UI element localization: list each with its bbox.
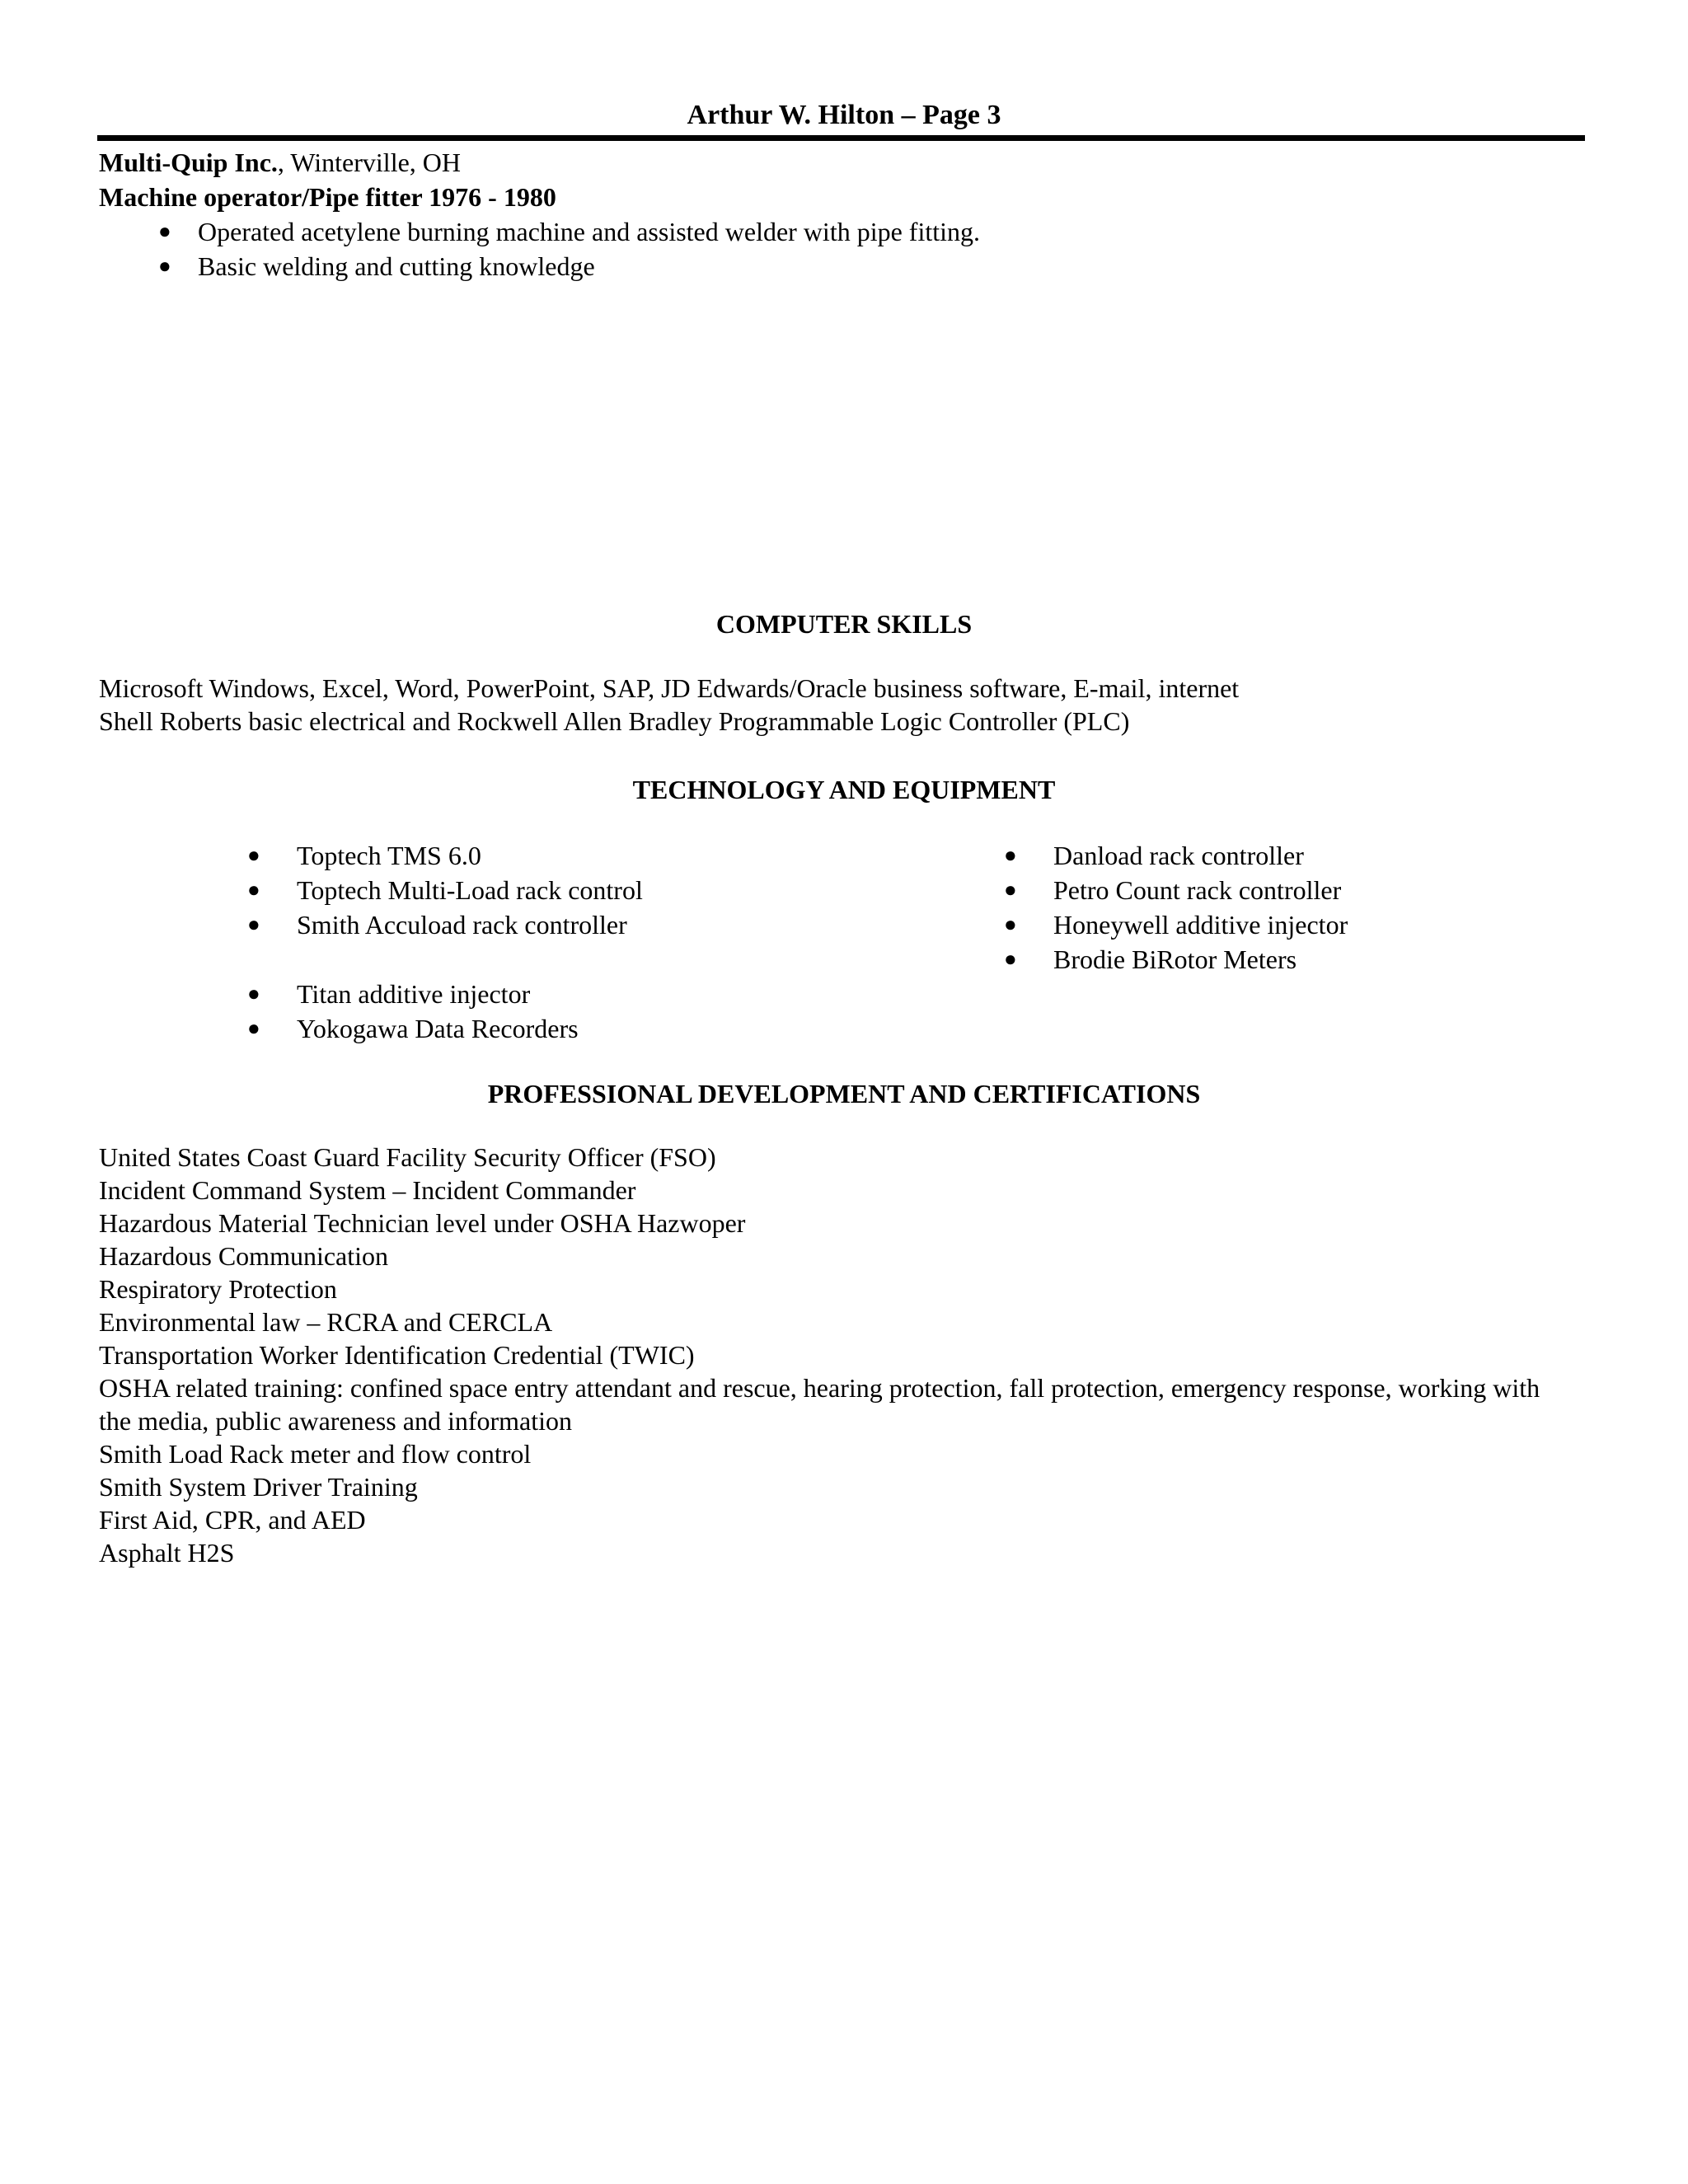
list-item bbox=[1004, 907, 1581, 942]
certification-item: Smith System Driver Training bbox=[99, 1472, 418, 1502]
employer-location: , Winterville, OH bbox=[277, 148, 461, 177]
technology-item: Toptech Multi-Load rack control bbox=[297, 875, 643, 905]
list-item bbox=[99, 214, 1582, 249]
technology-left-list bbox=[247, 838, 907, 942]
technology-heading: TECHNOLOGY AND EQUIPMENT bbox=[632, 775, 1056, 804]
list-item bbox=[99, 249, 1582, 284]
technology-item: Honeywell additive injector bbox=[1053, 910, 1348, 940]
certification-item: Respiratory Protection bbox=[99, 1274, 337, 1304]
bullet-icon: ● bbox=[247, 912, 260, 936]
certification-item: United States Coast Guard Facility Security Officer (FSO) bbox=[99, 1142, 716, 1172]
list-item bbox=[247, 1011, 907, 1046]
certification-item: Hazardous Material Technician level under OSHA Hazwoper bbox=[99, 1208, 746, 1238]
certification-item: Smith Load Rack meter and flow control bbox=[99, 1439, 532, 1469]
computer-skills-heading: COMPUTER SKILLS bbox=[715, 609, 973, 639]
certification-item: Environmental law – RCRA and CERCLA bbox=[99, 1307, 553, 1337]
employer-name: Multi-Quip Inc. bbox=[99, 148, 278, 177]
list-item bbox=[247, 977, 907, 1011]
technology-item: Toptech TMS 6.0 bbox=[297, 841, 481, 870]
list-item bbox=[247, 907, 907, 942]
certification-item: First Aid, CPR, and AED bbox=[99, 1505, 366, 1535]
technology-left-extra-list bbox=[247, 977, 907, 1046]
technology-item: Titan additive injector bbox=[297, 979, 531, 1009]
technology-item: Brodie BiRotor Meters bbox=[1053, 944, 1297, 974]
job-bullet-text: Operated acetylene burning machine and assisted welder with pipe fitting. bbox=[198, 217, 981, 246]
list-item bbox=[1004, 838, 1581, 873]
technology-left-column-extra bbox=[247, 977, 907, 1046]
list-item bbox=[247, 873, 907, 907]
certification-item: Incident Command System – Incident Commander bbox=[99, 1175, 636, 1205]
bullet-icon: ● bbox=[158, 254, 171, 278]
header-rule-divider bbox=[97, 135, 1585, 141]
technology-left-column bbox=[247, 838, 907, 942]
certification-item: OSHA related training: confined space entry attendant and rescue, hearing protection, fall protection, emergency response, working with the media, public awareness and information bbox=[99, 1373, 1540, 1436]
technology-right-list bbox=[1004, 838, 1581, 977]
certification-item: Asphalt H2S bbox=[99, 1538, 235, 1568]
list-item bbox=[247, 838, 907, 873]
certification-item: Hazardous Communication bbox=[99, 1241, 389, 1271]
bullet-icon: ● bbox=[1004, 843, 1017, 867]
bullet-icon: ● bbox=[1004, 878, 1017, 902]
computer-skills-line: Shell Roberts basic electrical and Rockwell Allen Bradley Programmable Logic Controller (PLC) bbox=[99, 706, 1130, 736]
bullet-icon: ● bbox=[1004, 912, 1017, 936]
certifications-list bbox=[99, 1141, 1582, 1569]
list-item bbox=[1004, 873, 1581, 907]
technology-item: Yokogawa Data Recorders bbox=[297, 1014, 579, 1043]
technology-item: Smith Accuload rack controller bbox=[297, 910, 627, 940]
bullet-icon: ● bbox=[1004, 947, 1017, 971]
job-position: Machine operator/Pipe fitter 1976 - 1980 bbox=[99, 182, 556, 212]
bullet-icon: ● bbox=[247, 1016, 260, 1040]
bullet-icon: ● bbox=[247, 878, 260, 902]
job-bullet-list bbox=[99, 214, 1582, 284]
computer-skills-line: Microsoft Windows, Excel, Word, PowerPoint, SAP, JD Edwards/Oracle business software, E-mail, internet bbox=[99, 673, 1240, 703]
technology-item: Danload rack controller bbox=[1053, 841, 1304, 870]
certification-item: Transportation Worker Identification Credential (TWIC) bbox=[99, 1340, 695, 1370]
bullet-icon: ● bbox=[158, 219, 171, 243]
technology-right-column bbox=[1004, 838, 1581, 977]
technology-item: Petro Count rack controller bbox=[1053, 875, 1342, 905]
bullet-icon: ● bbox=[247, 843, 260, 867]
job-bullet-text: Basic welding and cutting knowledge bbox=[198, 251, 595, 281]
certifications-heading: PROFESSIONAL DEVELOPMENT AND CERTIFICATIONS bbox=[487, 1079, 1201, 1108]
computer-skills-text bbox=[99, 672, 1582, 738]
list-item bbox=[1004, 942, 1581, 977]
page-header-title: Arthur W. Hilton – Page 3 bbox=[687, 100, 1001, 130]
bullet-icon: ● bbox=[247, 982, 260, 1005]
employer-line bbox=[99, 145, 1582, 180]
job-entry bbox=[99, 145, 1582, 284]
